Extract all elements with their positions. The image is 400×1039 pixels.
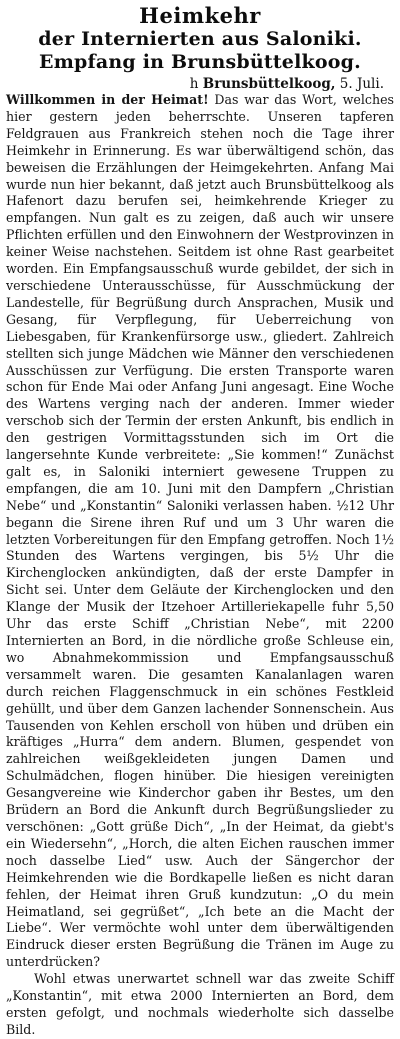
dateline-date: 5. Juli. <box>339 76 384 92</box>
lead-phrase: Willkommen in der Heimat! <box>6 92 209 107</box>
headline-line-2: der Internierten aus Saloniki. <box>38 28 362 50</box>
article-paragraph-2: Wohl etwas unerwartet schnell war das zweite Schiff „Konstantin“, mit etwa 2000 Internierten an Bord, dem ersten gefolgt, und nochmals wiederholte sich dasselbe Bild. <box>6 971 394 1037</box>
article-paragraph-1 <box>6 92 394 971</box>
dateline-place: Brunsbüttelkoog, <box>202 76 336 92</box>
dateline-signature: h <box>189 76 199 92</box>
paragraph-1-text: Das war das Wort, welches hier gestern jeden beherrschte. Unseren tapferen Feldgrauen aus Frankreich stehen noch die Tage ihrer Heimkehr in Erinnerung. Es war überwältigend schön, das beweisen die Erzählungen der Heimgekehrten. Anfang Mai wurde nun hier bekannt, daß jetzt auch Brunsbüttelkoog als Hafenort dazu berufen sei, heimkehrende Krieger zu empfangen. Nun galt es zu zeigen, daß auch wir unsere Pflichten erfüllen und den Einwohnern der Westprovinzen in keiner Weise nachstehen. Seitdem ist ohne Rast gearbeitet worden. Ein Empfangsausschuß wurde gebildet, der sich in verschiedene Unterausschüsse, für Ausschmückung der Landestelle, für Begrüßung durch Ansprachen, Musik und Gesang, für Verpflegung, für Ueberreichung von Liebesgaben, für Krankenfürsorge usw., gliedert. Zahlreich stellten sich junge Mädchen wie Männer den verschiedenen Ausschüssen zur Verfügung. Die ersten Transporte waren schon für Ende Mai oder Anfang Juni angesagt. Eine Woche des Wartens verging nach der anderen. Immer wieder verschob sich der Termin der ersten Ankunft, bis endlich in den gestrigen Vormittagsstunden sich im Ort die langersehnte Kunde verbreitete: „Sie kommen!“ Zunächst galt es, in Saloniki interniert gewesene Truppen zu empfangen, die am 10. Juni mit den Dampfern „Christian Nebe“ und „Konstantin“ Saloniki verlassen haben. ½12 Uhr begann die Sirene ihren Ruf und um 3 Uhr waren die letzten Vorbereitungen für den Empfang getroffen. Noch 1½ Stunden des Wartens vergingen, bis 5½ Uhr die Kirchenglocken ankündigten, daß der erste Dampfer in Sicht sei. Unter dem Geläute der Kirchenglocken und den Klange der Musik der Itzehoer Artilleriekapelle fuhr 5,50 Uhr das erste Schiff „Christian Nebe“, mit 2200 Internierten an Bord, in die nördliche große Schleuse ein, wo Abnahmekommission und Empfangsausschuß versammelt waren. Die gesamten Kanalanlagen waren durch reichen Flaggenschmuck in ein schönes Festkleid gehüllt, und über dem Ganzen lachender Sonnenschein. Aus Tausenden von Kehlen erscholl von hüben und drüben ein kräftiges „Hurra“ dem andern. Blumen, gespendet von zahlreichen weißgekleideten jungen Damen und Schulmädchen, flogen hinüber. Die hiesigen vereinigten Gesangvereine wie Kinderchor gaben ihr Bestes, um den Brüdern an Bord die Ankunft durch Begrüßungslieder zu verschönen: „Gott grüße Dich“, „In der Heimat, da giebt's ein Wiedersehn“, „Horch, die alten Eichen rauschen immer noch dasselbe Lied“ usw. Auch der Sängerchor der Heimkehrenden wie die Bordkapelle ließen es nicht daran fehlen, der Heimat ihren Gruß kundzutun: „O du mein Heimatland, sei gegrüßet“, „Ich bete an die Macht der Liebe“. Wer vermöchte wohl unter dem überwältigenden Eindruck dieser ersten Begrüßung die Tränen im Auge zu unterdrücken? <box>6 92 394 970</box>
headline-line-1: Heimkehr <box>139 3 261 28</box>
dateline <box>6 76 394 92</box>
headline-line-3: Empfang in Brunsbüttelkoog. <box>39 51 361 73</box>
